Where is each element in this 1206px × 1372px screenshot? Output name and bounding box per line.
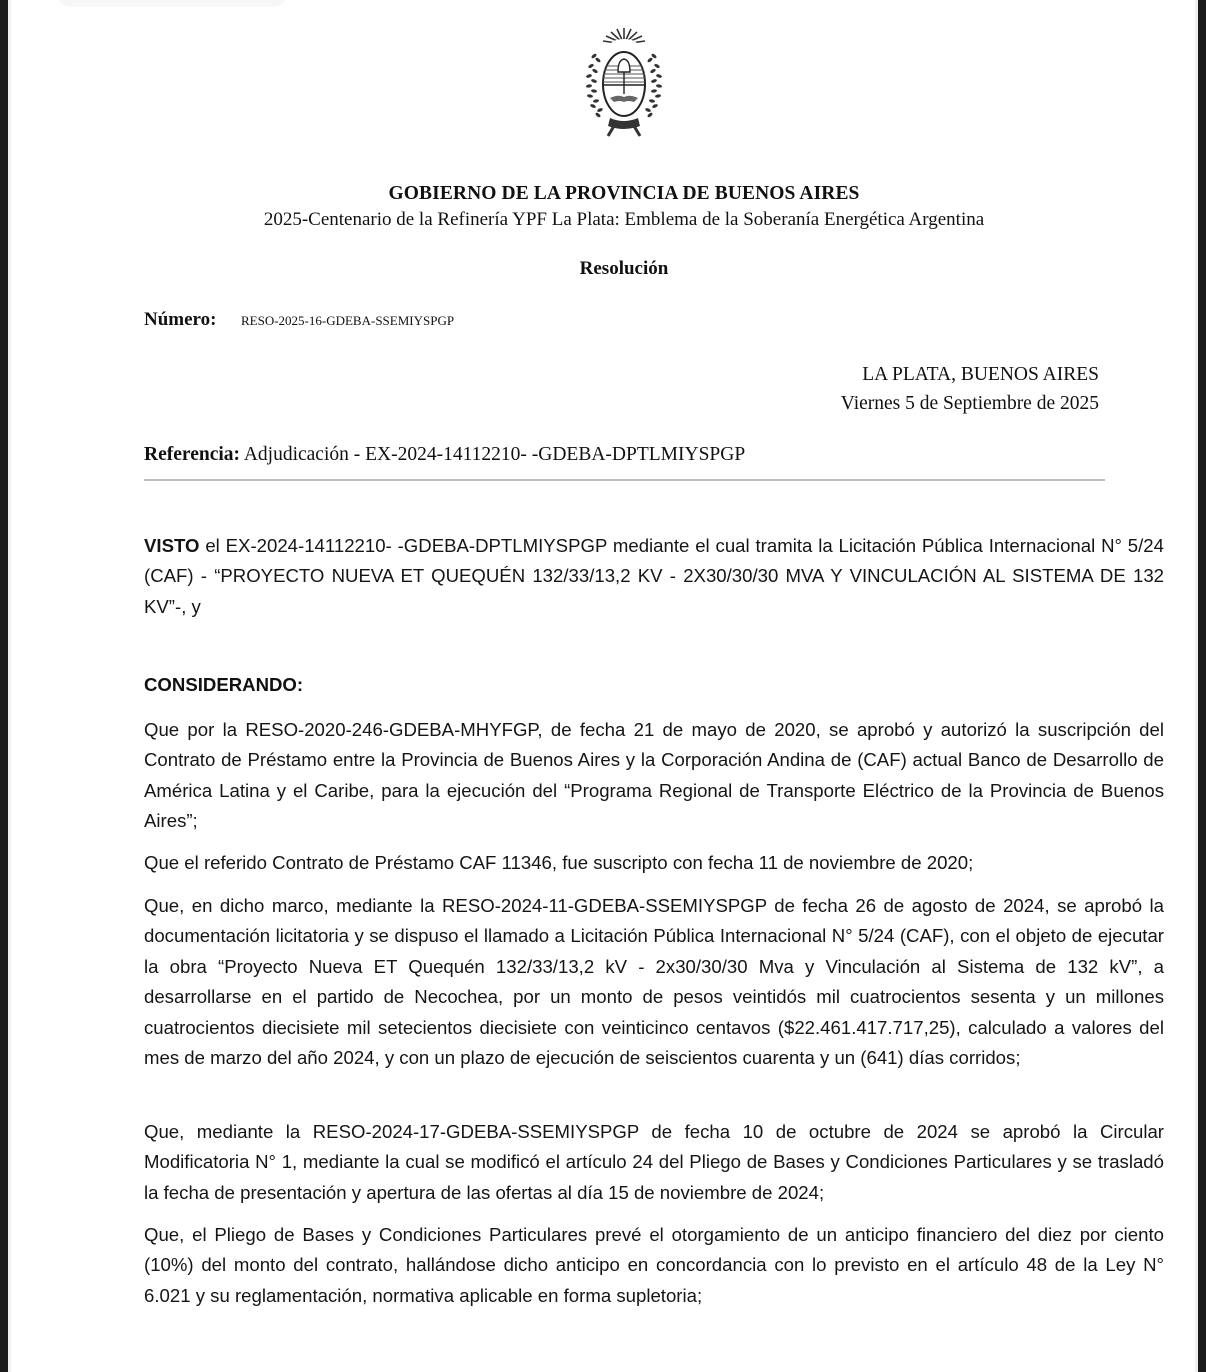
considerando-paragraph: Que el referido Contrato de Préstamo CAF 11346, fue suscripto con fecha 11 de noviembre de 2020;: [144, 852, 974, 873]
window-edge-left-strip: [8, 0, 11, 1372]
visto-paragraph: [144, 531, 1164, 622]
window-edge-right-strip: [1195, 0, 1198, 1372]
government-title: GOBIERNO DE LA PROVINCIA DE BUENOS AIRES: [388, 183, 860, 204]
top-toolbar-pill: [56, 0, 288, 7]
referencia-label: Referencia:: [144, 444, 241, 465]
numero-value: RESO-2025-16-GDEBA-SSEMIYSPGP: [241, 313, 455, 328]
header-separator: [144, 479, 1105, 481]
coat-of-arms-icon: [584, 22, 664, 140]
place-line: LA PLATA, BUENOS AIRES: [862, 364, 1099, 385]
document-type-title: Resolución: [579, 258, 669, 279]
considerando-heading: CONSIDERANDO:: [144, 674, 304, 695]
date-line: Viernes 5 de Septiembre de 2025: [840, 393, 1099, 414]
considerando-paragraph: Que por la RESO-2020-246-GDEBA-MHYFGP, de fecha 21 de mayo de 2020, se aprobó y autorizó la suscripción del Contrato de Préstamo entre la Provincia de Buenos Aires y la Corporación Andina de (CAF) actual Banco de Desarrollo de América Latina y el Caribe, para la ejecución del “Programa Regional de Transporte Eléctrico de la Provincia de Buenos Aires”;: [144, 719, 1164, 832]
numero-label: Número:: [144, 309, 217, 330]
considerando-paragraph: Que, el Pliego de Bases y Condiciones Particulares prevé el otorgamiento de un anticipo financiero del diez por ciento (10%) del monto del contrato, hallándose dicho anticipo en concordancia con lo previsto en el artículo 48 de la Ley N° 6.021 y su reglamentación, normativa aplicable en forma supletoria;: [144, 1224, 1164, 1306]
motto-subtitle: 2025-Centenario de la Refinería YPF La Plata: Emblema de la Soberanía Energética Argentina: [263, 209, 985, 230]
referencia-line: [144, 444, 745, 466]
considerando-paragraph: Que, mediante la RESO-2024-17-GDEBA-SSEMIYSPGP de fecha 10 de octubre de 2024 se aprobó la Circular Modificatoria N° 1, mediante la cual se modificó el artículo 24 del Pliego de Bases y Condiciones Particulares y se trasladó la fecha de presentación y apertura de las ofertas al día 15 de noviembre de 2024;: [144, 1121, 1164, 1203]
window-edge-left: [0, 0, 8, 1372]
visto-text: el EX-2024-14112210- -GDEBA-DPTLMIYSPGP mediante el cual tramita la Licitación Pública Internacional N° 5/24 (CAF) - “PROYECTO NUEVA ET QUEQUÉN 132/33/13,2 KV - 2X30/30/30 MVA Y VINCULACIÓN AL SISTEMA DE 132 KV”-, y: [144, 535, 1164, 617]
considerando-paragraph: Que, en dicho marco, mediante la RESO-2024-11-GDEBA-SSEMIYSPGP de fecha 26 de agosto de 2024, se aprobó la documentación licitatoria y se dispuso el llamado a Licitación Pública Internacional N° 5/24 (CAF), con el objeto de ejecutar la obra “Proyecto Nueva ET Quequén 132/33/13,2 kV - 2x30/30/30 Mva y Vinculación al Sistema de 132 kV”, a desarrollarse en el partido de Necochea, por un monto de pesos veintidós mil cuatrocientos sesenta y un millones cuatrocientos diecisiete mil setecientos diecisiete con veinticinco centavos ($22.461.417.717,25), calculado a valores del mes de marzo del año 2024, y con un plazo de ejecución de seiscientos cuarenta y un (641) días corridos;: [144, 895, 1164, 1069]
window-edge-right: [1198, 0, 1206, 1372]
visto-label: VISTO: [144, 535, 200, 556]
referencia-value: Adjudicación - EX-2024-14112210- -GDEBA-DPTLMIYSPGP: [243, 444, 746, 465]
